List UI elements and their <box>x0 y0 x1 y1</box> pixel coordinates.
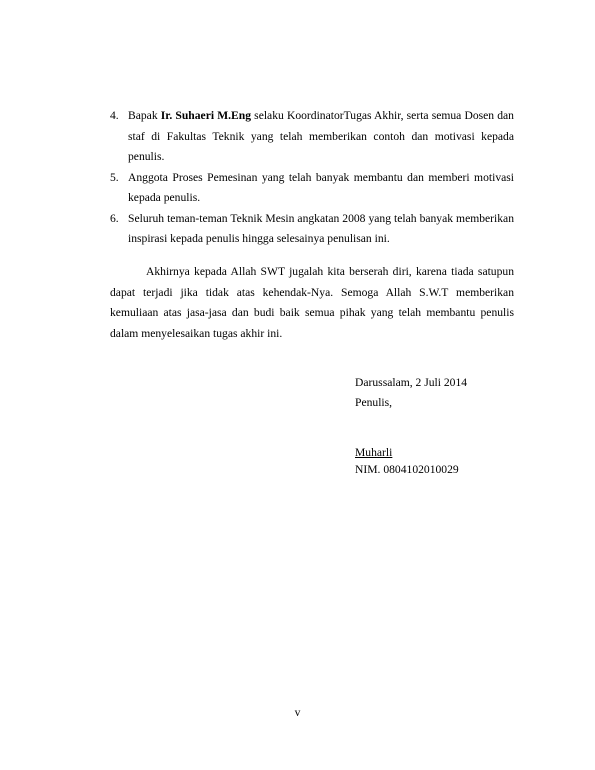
list-item-number: 5. <box>110 170 119 184</box>
list-item-bold-name: Ir. Suhaeri M.Eng <box>160 109 252 122</box>
list-item-text-pre: Bapak <box>128 109 161 122</box>
acknowledgement-list <box>110 106 514 250</box>
signature-nim: NIM. 0804102010029 <box>355 463 459 476</box>
list-item <box>110 168 514 209</box>
page-number: v <box>294 706 301 719</box>
signature-name: Muharli <box>355 446 393 459</box>
list-item <box>110 106 514 168</box>
list-item-text-post: selaku KoordinatorTugas Akhir, serta semua Dosen dan staf di Fakultas Teknik yang telah memberikan contoh dan motivasi kepada penulis. <box>128 109 514 163</box>
closing-paragraph: Akhirnya kepada Allah SWT jugalah kita berserah diri, karena tiada satupun dapat terjadi jika tidak atas kehendak-Nya. Semoga Allah S.W.T memberikan kemuliaan atas jasa-jasa dan budi baik semua pihak yang telah membantu penulis dalam menyelesaikan tugas akhir ini. <box>110 265 514 340</box>
list-item-number: 6. <box>110 211 119 225</box>
signature-place-date: Darussalam, 2 Juli 2014 <box>355 376 468 389</box>
list-item-number: 4. <box>110 109 119 122</box>
list-item <box>110 209 514 250</box>
list-item-text: Anggota Proses Pemesinan yang telah banyak membantu dan memberi motivasi kepada penulis. <box>128 170 514 204</box>
signature-role: Penulis, <box>355 396 393 409</box>
list-item-text: Seluruh teman-teman Teknik Mesin angkatan 2008 yang telah banyak memberikan inspirasi kepada penulis hingga selesainya penulisan ini. <box>128 211 514 245</box>
